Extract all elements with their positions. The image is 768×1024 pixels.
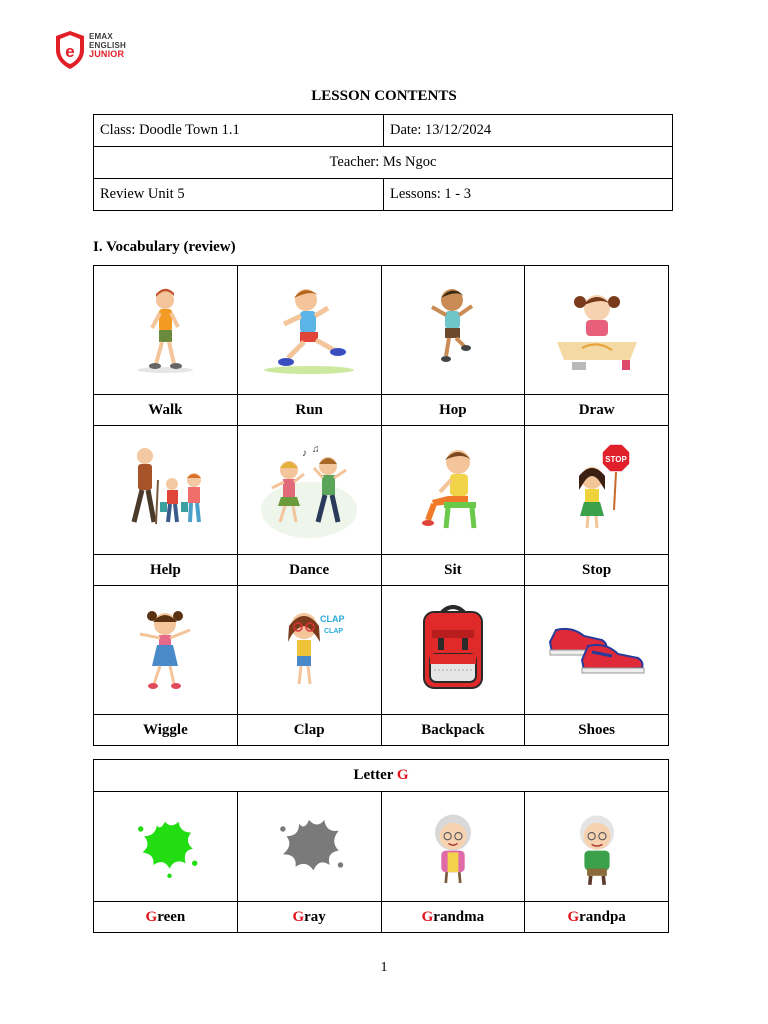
vocab-image-cell [237, 586, 381, 715]
logo-line2: ENGLISH [89, 41, 126, 50]
logo-line1: EMAX [89, 32, 113, 41]
vocab-word: Clap [237, 715, 381, 746]
vocab-word: Shoes [525, 715, 669, 746]
teacher-cell: Teacher: Ms Ngoc [94, 147, 673, 179]
letter-heading-prefix: Letter [353, 767, 397, 783]
vocab-word: Run [237, 395, 381, 426]
lessons-cell: Lessons: 1 - 3 [384, 179, 673, 211]
vocab-word: Wiggle [94, 715, 238, 746]
word-rest: randpa [579, 908, 626, 925]
vocab-image-cell [94, 426, 238, 555]
letter-image-cell [237, 792, 381, 902]
word-rest: reen [157, 908, 186, 925]
letter-heading-letter: G [396, 767, 409, 783]
drawing-girl-icon [542, 280, 652, 380]
wiggling-girl-icon [110, 600, 220, 700]
green-splat-icon [110, 802, 220, 892]
gray-splat-icon [254, 802, 364, 892]
shield-logo-icon [54, 30, 86, 70]
letter-image-cell [525, 792, 669, 902]
letter-word [381, 902, 525, 933]
word-first-letter: G [421, 908, 434, 925]
page-number: 1 [380, 960, 388, 975]
vocab-word: Walk [94, 395, 238, 426]
word-rest: randma [433, 908, 485, 925]
letter-image-cell [381, 792, 525, 902]
vocab-word: Hop [381, 395, 525, 426]
page-title: LESSON CONTENTS [311, 88, 457, 104]
vocab-word: Draw [525, 395, 669, 426]
letter-word [525, 902, 669, 933]
vocab-image-cell [381, 586, 525, 715]
svg-text:STOP: STOP [604, 455, 627, 464]
vocab-image-cell [94, 266, 238, 395]
grandpa-icon [542, 802, 652, 892]
clapping-girl-icon [254, 600, 364, 700]
stop-sign-girl-icon [542, 440, 652, 540]
class-cell: Class: Doodle Town 1.1 [94, 115, 384, 147]
logo-text [89, 32, 126, 59]
vocab-word: Backpack [381, 715, 525, 746]
letter-word [94, 902, 238, 933]
walking-boy-icon [110, 280, 220, 380]
grandma-icon [398, 802, 508, 892]
vocab-image-cell [525, 426, 669, 555]
hopping-boy-icon [398, 280, 508, 380]
svg-text:e: e [65, 42, 75, 61]
word-first-letter: G [292, 908, 305, 925]
emax-logo [54, 30, 134, 70]
backpack-icon [398, 600, 508, 700]
running-boy-icon [254, 280, 364, 380]
vocabulary-table [93, 265, 669, 746]
svg-text:CLAP: CLAP [324, 628, 344, 635]
svg-text:♪: ♪ [302, 448, 308, 459]
section-heading: I. Vocabulary (review) [93, 239, 236, 255]
vocab-image-cell [525, 266, 669, 395]
letter-heading [94, 760, 669, 792]
word-rest: ray [304, 908, 326, 925]
vocab-word: Stop [525, 555, 669, 586]
vocab-image-cell [525, 586, 669, 715]
svg-text:CLAP: CLAP [320, 614, 345, 624]
letter-word [237, 902, 381, 933]
shoes-icon [542, 600, 652, 700]
logo-line3: JUNIOR [89, 49, 125, 59]
letter-image-cell [94, 792, 238, 902]
letter-g-table [93, 759, 669, 933]
word-first-letter: G [567, 908, 580, 925]
helping-grandpa-icon [110, 440, 220, 540]
svg-text:♫: ♫ [312, 444, 320, 455]
vocab-image-cell [381, 266, 525, 395]
dancing-kids-icon [254, 440, 364, 540]
vocab-image-cell [237, 266, 381, 395]
unit-cell: Review Unit 5 [94, 179, 384, 211]
vocab-word: Dance [237, 555, 381, 586]
lesson-info-table [93, 114, 673, 211]
vocab-image-cell [94, 586, 238, 715]
vocab-image-cell [237, 426, 381, 555]
vocab-word: Sit [381, 555, 525, 586]
vocab-word: Help [94, 555, 238, 586]
date-cell: Date: 13/12/2024 [384, 115, 673, 147]
word-first-letter: G [145, 908, 158, 925]
vocab-image-cell [381, 426, 525, 555]
sitting-boy-icon [398, 440, 508, 540]
